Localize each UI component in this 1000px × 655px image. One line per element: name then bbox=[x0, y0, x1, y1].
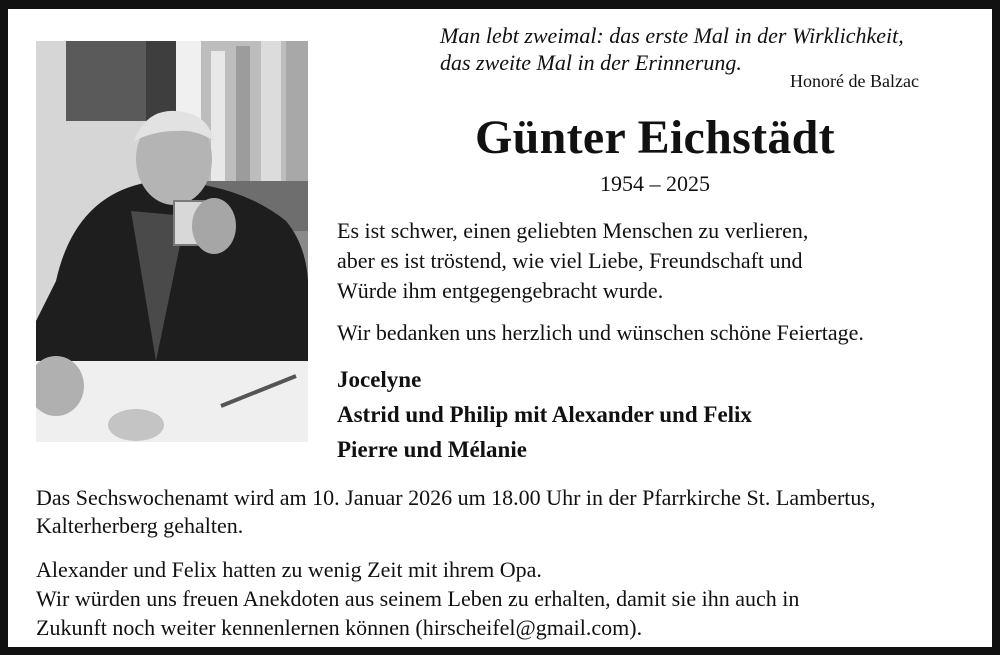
message-line-1: Es ist schwer, einen geliebten Menschen zu verlieren, bbox=[337, 218, 809, 243]
deceased-name: Günter Eichstädt bbox=[475, 111, 835, 164]
service-notice bbox=[36, 484, 986, 540]
family-member-3: Pierre und Mélanie bbox=[337, 437, 527, 462]
request-line-3: Zukunft noch weiter kennenlernen können (hirscheifel@gmail.com). bbox=[36, 615, 643, 640]
family-member-1: Jocelyne bbox=[337, 367, 422, 392]
condolence-message bbox=[337, 216, 987, 306]
anecdote-request bbox=[36, 555, 986, 642]
request-line-2: Wir würden uns freuen Anekdoten aus seinem Leben zu erhalten, damit sie ihn auch in bbox=[36, 586, 800, 611]
life-dates: 1954 – 2025 bbox=[600, 171, 710, 196]
quote-line-2: das zweite Mal in der Erinnerung. bbox=[440, 50, 742, 75]
message-line-3: Würde ihm entgegengebracht wurde. bbox=[337, 278, 664, 303]
thanks-message: Wir bedanken uns herzlich und wünschen schöne Feiertage. bbox=[337, 320, 864, 345]
service-line-2: Kalterherberg gehalten. bbox=[36, 513, 244, 538]
request-line-1: Alexander und Felix hatten zu wenig Zeit mit ihrem Opa. bbox=[36, 557, 542, 582]
portrait-photo bbox=[36, 41, 308, 442]
quote bbox=[440, 22, 980, 76]
service-line-1: Das Sechswochenamt wird am 10. Januar 2026 um 18.00 Uhr in der Pfarrkirche St. Lambertus, bbox=[36, 485, 876, 510]
quote-line-1: Man lebt zweimal: das erste Mal in der Wirklichkeit, bbox=[440, 23, 904, 48]
message-line-2: aber es ist tröstend, wie viel Liebe, Freundschaft und bbox=[337, 248, 803, 273]
family-list bbox=[337, 362, 987, 467]
quote-author: Honoré de Balzac bbox=[790, 71, 919, 91]
family-member-2: Astrid und Philip mit Alexander und Felix bbox=[337, 402, 752, 427]
